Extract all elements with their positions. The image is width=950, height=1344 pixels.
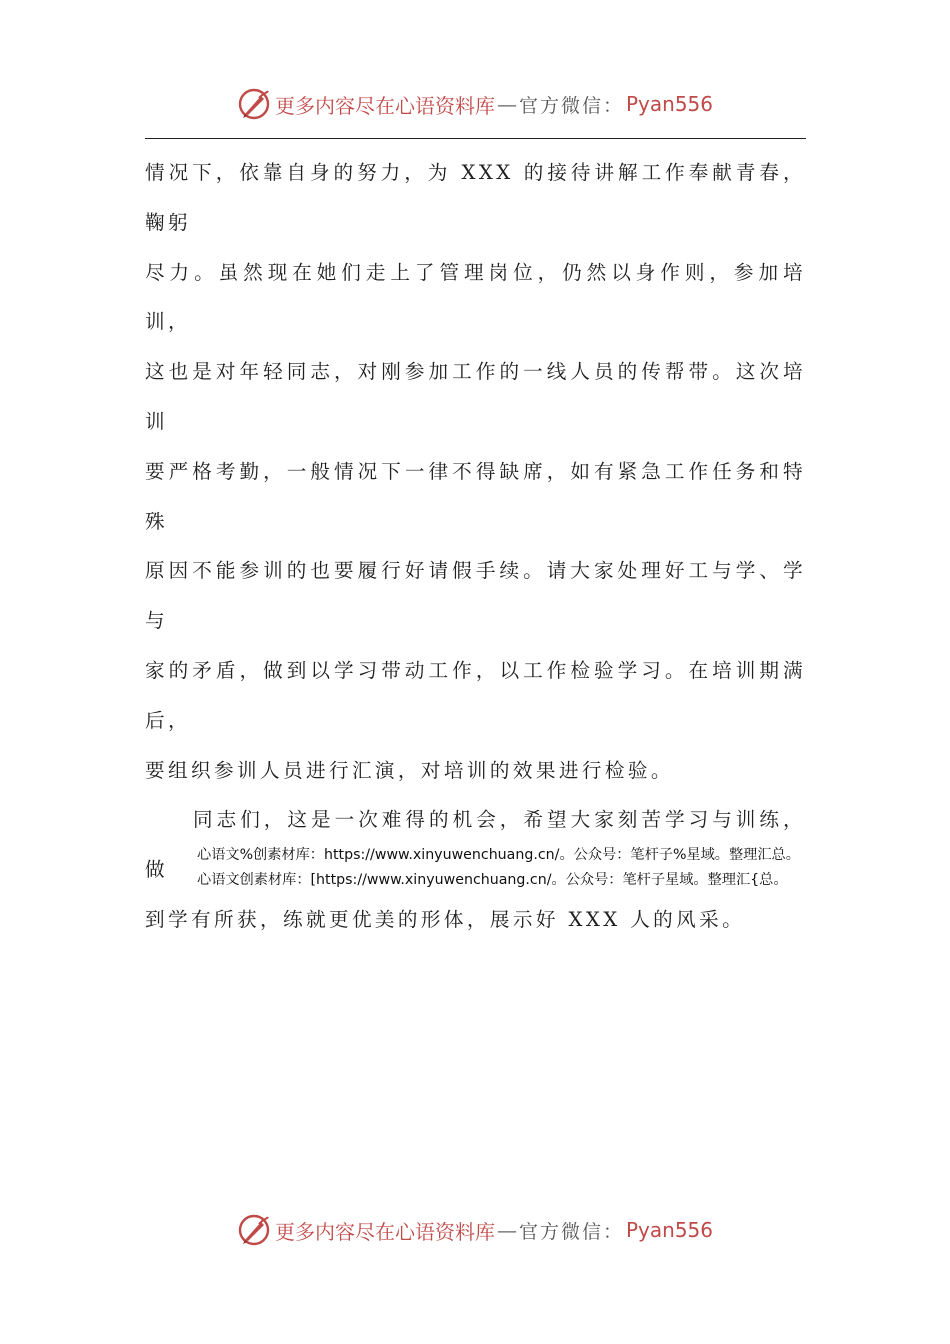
source-note: 心语文%创素材库：https://www.xinyuwenchuang.cn/。公众号：笔杆子%星域。整理汇总。: [197, 847, 800, 863]
footer-banner: [0, 1210, 950, 1250]
banner-wechat-label: 官方微信：: [518, 1220, 624, 1243]
header-banner: [0, 84, 950, 124]
document-body: [145, 148, 806, 945]
quill-pen-logo-icon: [237, 87, 271, 121]
banner-slogan: 更多内容尽在心语资料库: [274, 1219, 495, 1244]
header-divider: [145, 138, 806, 139]
banner-wechat-id: Pyan556: [626, 92, 714, 116]
text-line: 同志们，这是一次难得的机会，希望大家刻苦学习与训练，做: [145, 808, 806, 882]
source-note: 心语文创素材库：[https://www.xinyuwenchuang.cn/。公众号：笔杆子星域。整理汇{总。: [197, 872, 788, 888]
text-line: 这也是对年轻同志，对刚参加工作的一线人员的传帮带。这次培训: [145, 360, 806, 433]
banner-wechat-label: 官方微信：: [518, 94, 624, 117]
banner-dash: —: [496, 1218, 517, 1242]
text-line: 到学有所获，练就更优美的形体，展示好 XXX 人的风采。: [145, 907, 746, 931]
paragraph-1: [145, 148, 806, 795]
banner-slogan: 更多内容尽在心语资料库: [274, 93, 495, 118]
source-notes: [145, 843, 806, 893]
text-line: 原因不能参训的也要履行好请假手续。请大家处理好工与学、学与: [145, 559, 806, 633]
quill-pen-logo-icon: [237, 1213, 271, 1247]
text-line: 家的矛盾，做到以学习带动工作，以工作检验学习。在培训期满后，: [145, 658, 806, 732]
text-line: 要严格考勤，一般情况下一律不得缺席，如有紧急工作任务和特殊: [145, 459, 806, 533]
text-line: 尽力。虽然现在她们走上了管理岗位，仍然以身作则，参加培训，: [145, 260, 806, 334]
text-line: 要组织参训人员进行汇演，对培训的效果进行检验。: [145, 758, 674, 782]
text-line: 情况下，依靠自身的努力，为 XXX 的接待讲解工作奉献青春，鞠躬: [145, 161, 806, 234]
banner-dash: —: [496, 92, 517, 116]
banner-wechat-id: Pyan556: [626, 1218, 714, 1242]
